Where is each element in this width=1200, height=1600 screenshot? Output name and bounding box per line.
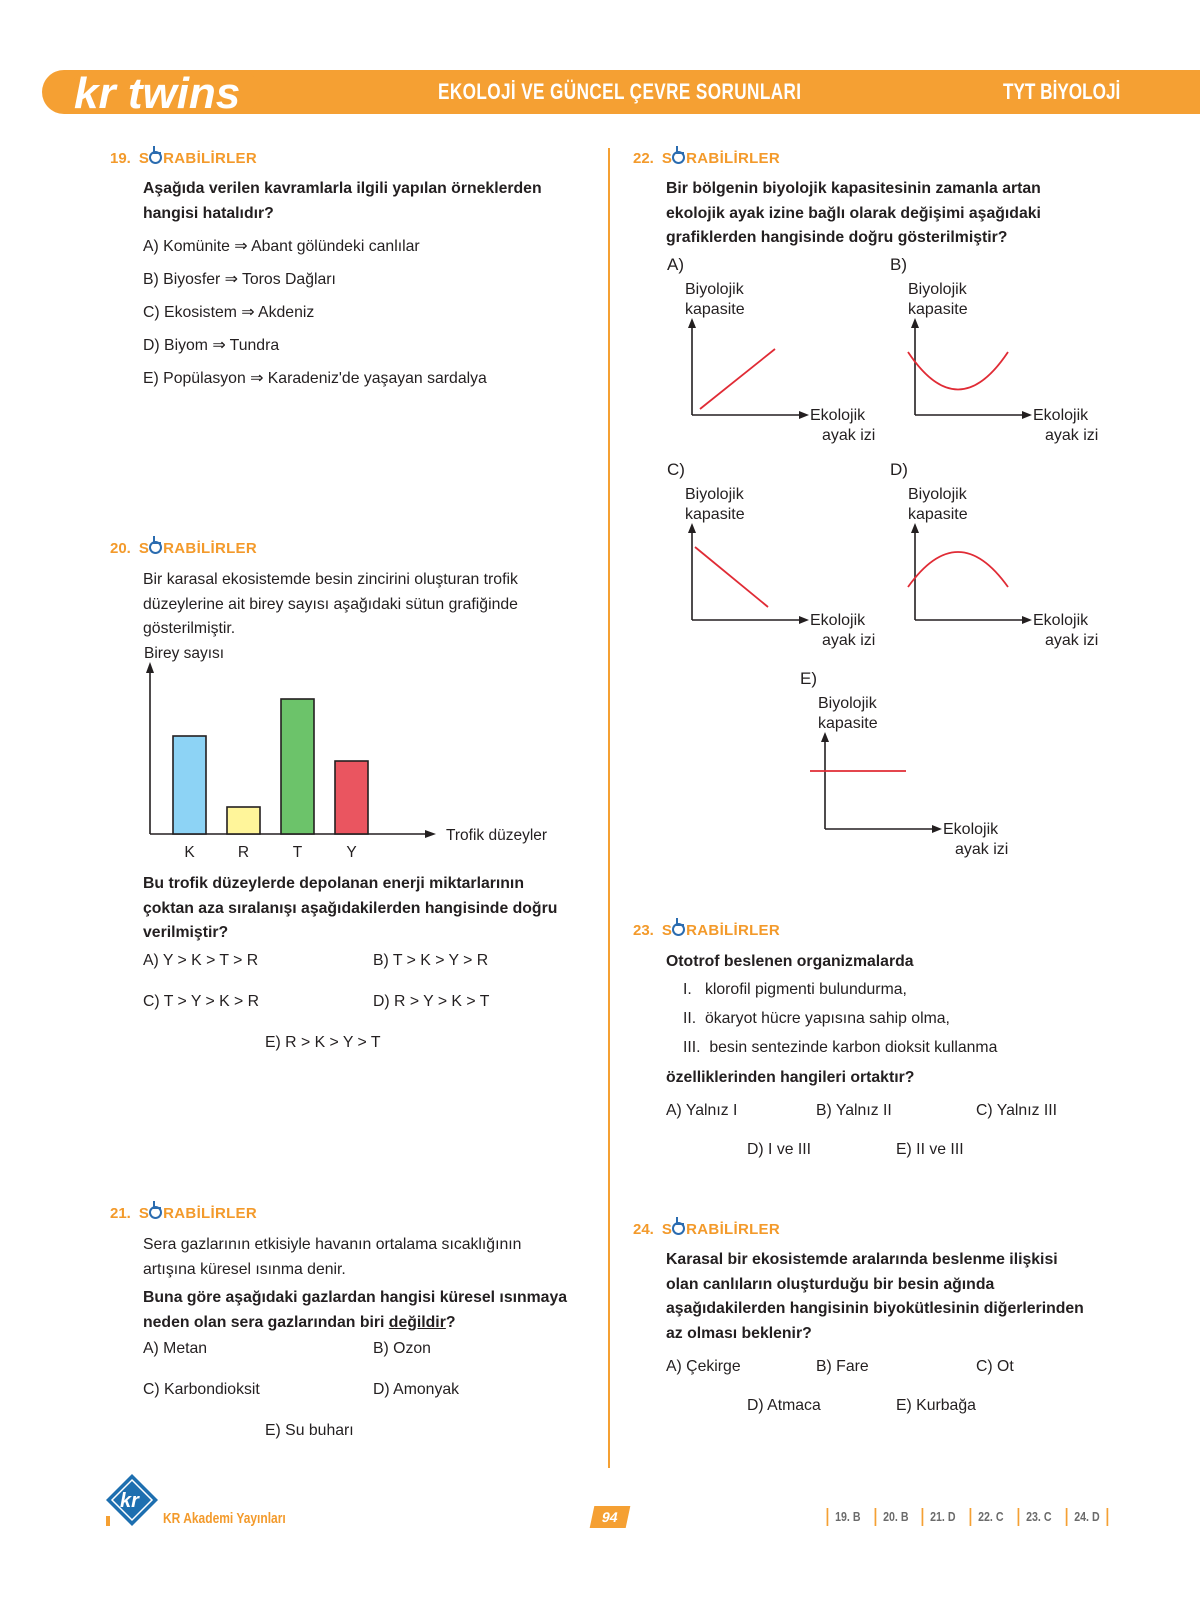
q21-heading xyxy=(110,1205,257,1222)
sorabilirler-label: S RABİLİRLER xyxy=(138,540,257,557)
question-number: 21. xyxy=(110,1205,131,1222)
q19-option-b[interactable]: B) Biyosfer ⇒ Toros Dağları xyxy=(143,271,336,288)
q20-question: Bu trofik düzeylerde depolanan enerji miktarlarının çoktan aza sıralanışı aşağıdakilerden hangisinde doğru verilmiştir? xyxy=(143,875,558,941)
question-number: 22. xyxy=(633,150,654,167)
publisher-logo xyxy=(104,1472,160,1528)
header-subject: TYT BİYOLOJİ xyxy=(1003,79,1121,104)
y-axis-label: Biyolojik xyxy=(908,281,967,298)
x-tick-label: R xyxy=(237,844,250,861)
x-axis-arrow-icon xyxy=(1022,411,1032,419)
q19-stem: Aşağıda verilen kavramlarla ilgili yapılan örneklerden hangisi hatalıdır? xyxy=(143,180,542,222)
q22-stem: Bir bölgenin biyolojik kapasitesinin zamanla artan ekolojik ayak izine bağlı olarak değişimi aşağıdaki grafiklerden hangisinde doğru gösterilmiştir? xyxy=(666,180,1041,246)
q19-option-a[interactable]: A) Komünite ⇒ Abant gölündeki canlılar xyxy=(143,238,420,255)
curve-arch-curve xyxy=(908,552,1008,587)
q22-graph-c[interactable] xyxy=(665,457,885,657)
q23-item-1: I. klorofil pigmenti bulundurma, xyxy=(683,981,907,998)
x-axis-label: Trofik düzeyler xyxy=(446,827,548,844)
sorabilirler-label: S RABİLİRLER xyxy=(661,1221,780,1238)
q19-option-d[interactable]: D) Biyom ⇒ Tundra xyxy=(143,337,280,354)
q24-heading xyxy=(633,1221,780,1238)
question-number: 19. xyxy=(110,150,131,167)
x-axis-label: ayak izi xyxy=(1045,427,1099,444)
x-axis-arrow-icon xyxy=(1022,616,1032,624)
brand-o-icon xyxy=(672,1222,685,1235)
graph-option-label: A) xyxy=(667,255,684,274)
x-axis-label: Ekolojik xyxy=(943,821,999,838)
q24-option-d[interactable]: D) Atmaca xyxy=(747,1397,821,1414)
q20-heading xyxy=(110,540,257,557)
q19-heading xyxy=(110,150,257,167)
answer-key-item: 22. C xyxy=(970,1508,1011,1526)
answer-key-item: 21. D xyxy=(922,1508,963,1526)
graph-option-label: B) xyxy=(890,255,907,274)
brand-o-icon xyxy=(672,151,685,164)
y-axis-arrow-icon xyxy=(911,523,919,533)
q23-option-d[interactable]: D) I ve III xyxy=(747,1141,812,1158)
y-axis-label: Biyolojik xyxy=(908,486,967,503)
brand-logo xyxy=(70,62,260,120)
q20-option-d[interactable]: D) R > Y > K > T xyxy=(373,993,490,1010)
curve-increasing-line xyxy=(700,349,775,409)
logo-text: kr twins xyxy=(74,69,241,118)
q24-option-c[interactable]: C) Ot xyxy=(976,1358,1014,1375)
x-axis-arrow-icon xyxy=(799,616,809,624)
header-title: EKOLOJİ VE GÜNCEL ÇEVRE SORUNLARI xyxy=(438,79,802,104)
page-number: 94 xyxy=(590,1506,631,1528)
x-axis-label: ayak izi xyxy=(1045,632,1099,649)
y-axis-label: kapasite xyxy=(685,506,745,523)
x-axis-arrow-icon xyxy=(932,825,942,833)
x-tick-label: Y xyxy=(346,844,357,861)
y-axis-label: kapasite xyxy=(685,301,745,318)
curve-decreasing-line xyxy=(695,547,768,607)
q23-question: özelliklerinden hangileri ortaktır? xyxy=(666,1069,915,1086)
q22-graph-a[interactable] xyxy=(665,252,885,452)
q19-option-c[interactable]: C) Ekosistem ⇒ Akdeniz xyxy=(143,304,315,321)
y-axis-arrow-icon xyxy=(146,662,154,673)
x-axis-label: Ekolojik xyxy=(810,407,866,424)
y-axis-label: kapasite xyxy=(908,506,968,523)
q20-option-c[interactable]: C) T > Y > K > R xyxy=(143,993,260,1010)
q22-graph-e[interactable] xyxy=(798,666,1018,866)
graph-option-label: E) xyxy=(800,669,817,688)
q24-option-e[interactable]: E) Kurbağa xyxy=(896,1397,976,1414)
x-axis-arrow-icon xyxy=(425,830,436,838)
q22-graph-d[interactable] xyxy=(888,457,1108,657)
q21-option-d[interactable]: D) Amonyak xyxy=(373,1381,460,1398)
answer-key-item: 20. B xyxy=(874,1508,915,1526)
q23-option-b[interactable]: B) Yalnız II xyxy=(816,1102,892,1119)
y-axis-label: kapasite xyxy=(908,301,968,318)
brand-o-icon xyxy=(672,923,685,936)
sorabilirler-label: S RABİLİRLER xyxy=(138,1205,257,1222)
y-axis-label: Biyolojik xyxy=(685,281,744,298)
y-axis-label: Birey sayısı xyxy=(144,645,225,662)
q23-option-e[interactable]: E) II ve III xyxy=(896,1141,964,1158)
x-axis-label: Ekolojik xyxy=(810,612,866,629)
x-axis-label: ayak izi xyxy=(822,632,876,649)
bar-k xyxy=(173,736,206,834)
y-axis-label: Biyolojik xyxy=(685,486,744,503)
y-axis-label: Biyolojik xyxy=(818,695,877,712)
q20-option-a[interactable]: A) Y > K > T > R xyxy=(143,952,259,969)
x-tick-label: K xyxy=(184,844,195,861)
q21-question: Buna göre aşağıdaki gazlardan hangisi küresel ısınmaya neden olan sera gazlarından biri değildir? xyxy=(143,1289,568,1331)
q23-item-3: III. besin sentezinde karbon dioksit kullanma xyxy=(683,1039,998,1056)
q20-option-b[interactable]: B) T > K > Y > R xyxy=(373,952,489,969)
q21-option-e[interactable]: E) Su buharı xyxy=(265,1422,354,1439)
q23-item-2: II. ökaryot hücre yapısına sahip olma, xyxy=(683,1010,950,1027)
brand-o-icon xyxy=(149,541,162,554)
q24-option-b[interactable]: B) Fare xyxy=(816,1358,869,1375)
bar-r xyxy=(227,807,260,834)
y-axis-arrow-icon xyxy=(821,732,829,742)
q21-intro: Sera gazlarının etkisiyle havanın ortalama sıcaklığının artışına küresel ısınma denir. xyxy=(143,1236,522,1278)
column-divider xyxy=(608,148,610,1468)
bar-t xyxy=(281,699,314,834)
q24-stem: Karasal bir ekosistemde aralarında beslenme ilişkisi olan canlıların oluşturduğu bir besin ağında aşağıdakilerden hangisinin biyokütlesinin diğerlerinden az olması beklenir? xyxy=(666,1251,1084,1342)
question-number: 23. xyxy=(633,922,654,939)
answer-key-item: 23. C xyxy=(1018,1508,1059,1526)
x-axis-label: ayak izi xyxy=(822,427,876,444)
y-axis-arrow-icon xyxy=(688,523,696,533)
brand-o-icon xyxy=(149,1206,162,1219)
answer-key xyxy=(823,1508,1112,1526)
x-axis-label: Ekolojik xyxy=(1033,612,1089,629)
q20-option-e[interactable]: E) R > K > Y > T xyxy=(265,1034,381,1051)
y-axis-arrow-icon xyxy=(911,318,919,328)
q24-option-a[interactable]: A) Çekirge xyxy=(666,1358,741,1375)
question-number: 24. xyxy=(633,1221,654,1238)
curve-u-curve xyxy=(908,352,1008,390)
question-number: 20. xyxy=(110,540,131,557)
q22-graph-b[interactable] xyxy=(888,252,1108,452)
sorabilirler-label: S RABİLİRLER xyxy=(661,150,780,167)
q21-option-c[interactable]: C) Karbondioksit xyxy=(143,1381,260,1398)
svg-text:kr: kr xyxy=(120,1490,139,1512)
y-axis-arrow-icon xyxy=(688,318,696,328)
x-axis-label: Ekolojik xyxy=(1033,407,1089,424)
brand-o-icon xyxy=(149,151,162,164)
q23-heading xyxy=(633,922,780,939)
sorabilirler-label: S RABİLİRLER xyxy=(138,150,257,167)
x-axis-label: ayak izi xyxy=(955,841,1009,858)
graph-option-label: C) xyxy=(667,460,685,479)
q20-intro: Bir karasal ekosistemde besin zincirini oluşturan trofik düzeylerine ait birey sayısı aşağıdaki sütun grafiğinde gösterilmiştir. xyxy=(143,571,518,637)
publisher-name: KR Akademi Yayınları xyxy=(163,1510,286,1527)
q22-heading xyxy=(633,150,780,167)
bar-chart xyxy=(140,645,580,865)
answer-key-item: 19. B xyxy=(826,1508,867,1526)
graph-option-label: D) xyxy=(890,460,908,479)
answer-key-item: 24. D xyxy=(1066,1508,1108,1526)
sorabilirler-label: S RABİLİRLER xyxy=(661,922,780,939)
x-axis-arrow-icon xyxy=(799,411,809,419)
bar-y xyxy=(335,761,368,834)
q23-option-a[interactable]: A) Yalnız I xyxy=(666,1102,738,1119)
q21-option-b[interactable]: B) Ozon xyxy=(373,1340,431,1357)
q21-option-a[interactable]: A) Metan xyxy=(143,1340,208,1357)
x-tick-label: T xyxy=(292,844,303,861)
q23-title: Ototrof beslenen organizmalarda xyxy=(666,953,914,970)
q21-negation: değildir xyxy=(388,1313,446,1331)
q19-option-e[interactable]: E) Popülasyon ⇒ Karadeniz'de yaşayan sardalya xyxy=(143,370,487,387)
q23-option-c[interactable]: C) Yalnız III xyxy=(976,1102,1058,1119)
y-axis-label: kapasite xyxy=(818,715,878,732)
